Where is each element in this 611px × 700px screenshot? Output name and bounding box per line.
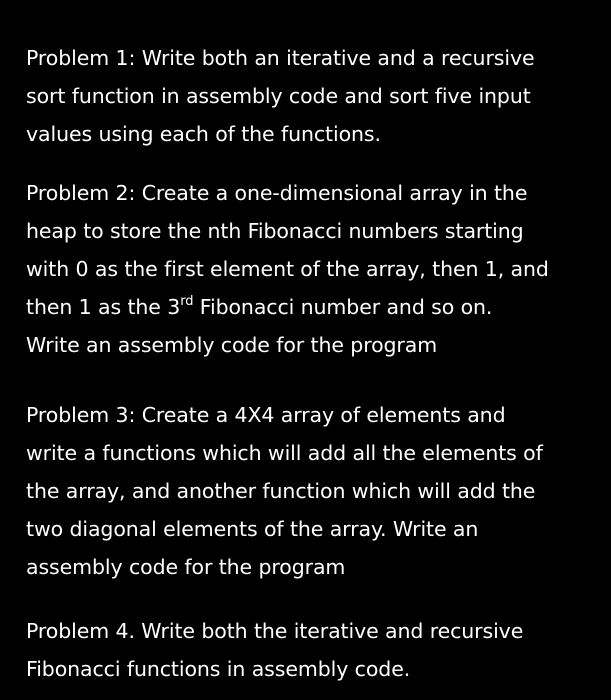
problem-4 [26,612,596,688]
problem-3-line-4: two diagonal elements of the array. Write an [26,517,479,541]
problem-1-line-2: sort function in assembly code and sort five input [26,84,531,108]
ordinal-superscript: rd [180,294,194,309]
problem-2-line-4-rest: Fibonacci number and so on. [193,295,493,319]
problem-1 [26,39,596,153]
problem-3 [26,396,596,586]
problem-3-line-2: write a functions which will add all the elements of [26,441,543,465]
problem-1-line-3: values using each of the functions. [26,122,381,146]
problem-4-line-1: Problem 4. Write both the iterative and recursive [26,619,524,643]
problem-3-line-3: the array, and another function which will add the [26,479,536,503]
problem-2 [26,174,596,364]
problem-4-line-2: Fibonacci functions in assembly code. [26,657,411,681]
problem-3-line-1: Problem 3: Create a 4X4 array of elements and [26,403,506,427]
problem-3-line-5: assembly code for the program [26,555,346,579]
problem-2-line-3: with 0 as the first element of the array, then 1, and [26,257,549,281]
problem-2-line-1: Problem 2: Create a one-dimensional array in the [26,181,528,205]
problem-2-line-2: heap to store the nth Fibonacci numbers starting [26,219,524,243]
problem-2-line-4 [26,288,596,326]
problem-1-line-1: Problem 1: Write both an iterative and a recursive [26,46,535,70]
problem-2-line-5: Write an assembly code for the program [26,333,438,357]
problem-2-line-4-text: then 1 as the 3 [26,295,181,319]
